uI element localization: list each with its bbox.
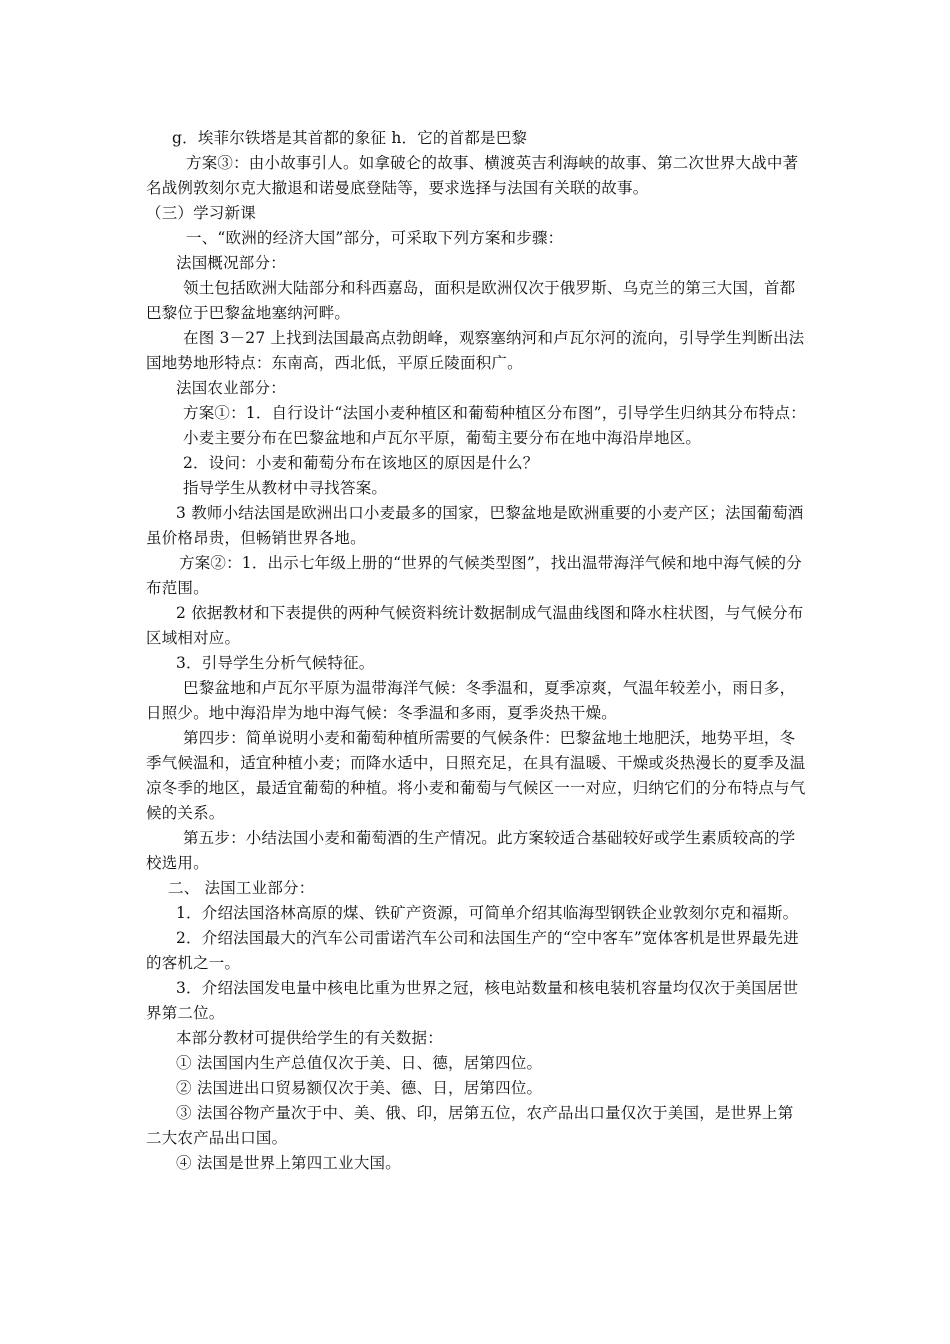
paragraph: 法国概况部分： xyxy=(176,254,286,272)
paragraph: 3 教师小结法国是欧洲出口小麦最多的国家，巴黎盆地是欧洲重要的小麦产区；法国葡萄酒虽价格昂贵，但畅销世界各地。 xyxy=(146,504,804,547)
subsection-heading: 一、“欧洲的经济大国”部分，可采取下列方案和步骤： xyxy=(186,229,564,247)
paragraph: 第四步：简单说明小麦和葡萄种植所需要的气候条件：巴黎盆地土地肥沃，地势平坦，冬季气候温和，适宜种植小麦；而降水适中，日照充足，在具有温暖、干燥或炎热漫长的夏季及温凉冬季的地区，最适宜葡萄的种植。将小麦和葡萄与气候区一一对应，归纳它们的分布特点与气候的关系。 xyxy=(146,729,806,822)
paragraph: 法国农业部分： xyxy=(176,379,286,397)
paragraph: 巴黎盆地和卢瓦尔平原为温带海洋气候：冬季温和，夏季凉爽，气温年较差小，雨日多，日照少。地中海沿岸为地中海气候：冬季温和多雨，夏季炎热干燥。 xyxy=(146,679,796,722)
paragraph: 指导学生从教材中寻找答案。 xyxy=(183,479,388,497)
paragraph: 2 依据教材和下表提供的两种气候资料统计数据制成气温曲线图和降水柱状图，与气候分布区域相对应。 xyxy=(146,604,804,647)
document-body xyxy=(146,126,806,1176)
paragraph: 3．介绍法国发电量中核电比重为世界之冠，核电站数量和核电装机容量均仅次于美国居世界第二位。 xyxy=(146,979,799,1022)
paragraph: 方案②：1．出示七年级上册的“世界的气候类型图”，找出温带海洋气候和地中海气候的分布范围。 xyxy=(146,554,802,597)
paragraph: 在图 3－27 上找到法国最高点勃朗峰，观察塞纳河和卢瓦尔河的流向，引导学生判断出法国地势地形特点：东南高，西北低，平原丘陵面积广。 xyxy=(146,329,805,372)
paragraph: 1．介绍法国洛林高原的煤、铁矿产资源，可简单介绍其临海型钢铁企业敦刻尔克和福斯。 xyxy=(176,904,799,922)
paragraph: 第五步：小结法国小麦和葡萄酒的生产情况。此方案较适合基础较好或学生素质较高的学校选用。 xyxy=(146,829,796,872)
list-item: ④ 法国是世界上第四工业大国。 xyxy=(176,1154,401,1172)
paragraph: 3．引导学生分析气候特征。 xyxy=(176,654,375,672)
paragraph: g．埃菲尔铁塔是其首都的象征 h．它的首都是巴黎 xyxy=(172,129,528,147)
paragraph: 方案①：1．自行设计“法国小麦种植区和葡萄种植区分布图”，引导学生归纳其分布特点： xyxy=(183,404,806,422)
section-heading: （三）学习新课 xyxy=(146,204,256,222)
paragraph: 领土包括欧洲大陆部分和科西嘉岛，面积是欧洲仅次于俄罗斯、乌克兰的第三大国，首都巴黎位于巴黎盆地塞纳河畔。 xyxy=(146,279,796,322)
paragraph: 2．介绍法国最大的汽车公司雷诺汽车公司和法国生产的“空中客车”宽体客机是世界最先进的客机之一。 xyxy=(146,929,799,972)
paragraph: 2．设问：小麦和葡萄分布在该地区的原因是什么？ xyxy=(183,454,539,472)
paragraph: 小麦主要分布在巴黎盆地和卢瓦尔平原，葡萄主要分布在地中海沿岸地区。 xyxy=(183,429,702,447)
list-item: ③ 法国谷物产量次于中、美、俄、印，居第五位，农产品出口量仅次于美国，是世界上第二大农产品出口国。 xyxy=(146,1104,794,1147)
list-item: ① 法国国内生产总值仅次于美、日、德，居第四位。 xyxy=(176,1054,543,1072)
list-item: ② 法国进出口贸易额仅次于美、德、日，居第四位。 xyxy=(176,1079,543,1097)
subsection-heading: 二、 法国工业部分： xyxy=(168,879,315,897)
paragraph: 方案③：由小故事引人。如拿破仑的故事、横渡英吉利海峡的故事、第二次世界大战中著名战例敦刻尔克大撤退和诺曼底登陆等，要求选择与法国有关联的故事。 xyxy=(146,154,799,197)
paragraph: 本部分教材可提供给学生的有关数据： xyxy=(176,1029,443,1047)
